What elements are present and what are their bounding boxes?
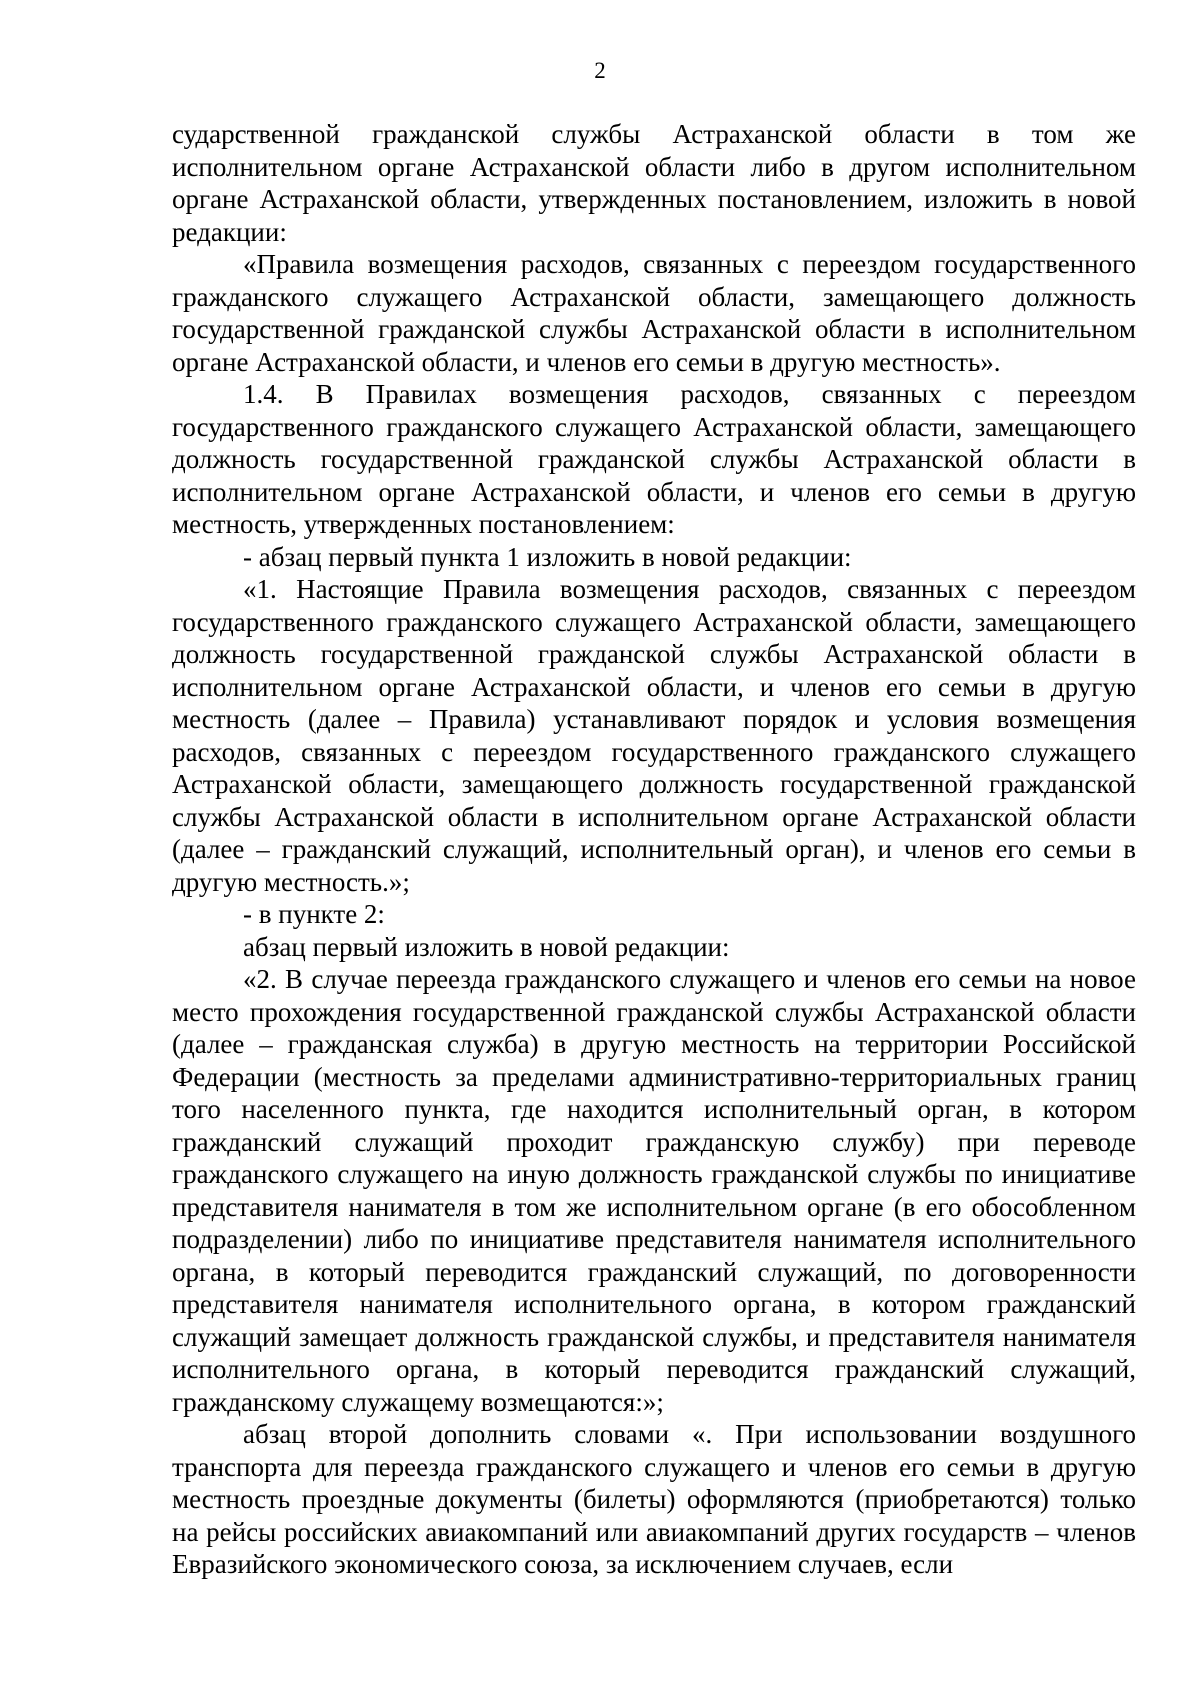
paragraph-point-2-first: абзац первый изложить в новой редакции:	[243, 931, 730, 962]
paragraph-point-1-intro: - абзац первый пункта 1 изложить в новой редакции:	[243, 541, 852, 572]
page-number: 2	[594, 58, 606, 83]
paragraph-point-2-intro: - в пункте 2:	[243, 899, 385, 929]
paragraph-point-1-text: «1. Настоящие Правила возмещения расходов, связанных с переездом государственного гражданского служащего Астраханской области, замещающего должность государственной гражданской службы Астраханской области в исполнительном органе Астраханской области, и членов его семьи в другую местность (далее – Правила) устанавливают порядок и условия возмещения расходов, связанных с переездом государственного гражданского служащего Астраханской области, замещающего должность государственной гражданской службы Астраханской области в исполнительном органе Астраханской области (далее – гражданский служащий, исполнительный орган), и членов его семьи в другую местность.»;	[172, 574, 1136, 897]
paragraph-point-2-second: абзац второй дополнить словами «. При использовании воздушного транспорта для переезда гражданского служащего и членов его семьи в другую местность проездные документы (билеты) оформляются (приобретаются) только на рейсы российских авиакомпаний или авиакомпаний других государств – членов Евразийского экономического союза, за исключением случаев, если	[172, 1419, 1136, 1579]
paragraph-continuation: сударственной гражданской службы Астраханской области в том же исполнительном органе Астраханской области либо в другом исполнительном органе Астраханской области, утвержденных постановлением, изложить в новой редакции:	[172, 119, 1136, 247]
paragraph-item-1-4: 1.4. В Правилах возмещения расходов, связанных с переездом государственного гражданского служащего Астраханской области, замещающего должность государственной гражданской службы Астраханской области в исполнительном органе Астраханской области, и членов его семьи в другую местность, утвержденных постановлением:	[172, 379, 1136, 539]
paragraph-rules-title: «Правила возмещения расходов, связанных с переездом государственного гражданского служащего Астраханской области, замещающего должность государственной гражданской службы Астраханской области в исполнительном органе Астраханской области, и членов его семьи в другую местность».	[172, 249, 1136, 377]
paragraph-point-2-text: «2. В случае переезда гражданского служащего и членов его семьи на новое место прохождения государственной гражданской службы Астраханской области (далее – гражданская служба) в другую местность на территории Российской Федерации (местность за пределами административно-территориальных границ того населенного пункта, где находится исполнительный орган, в котором гражданский служащий проходит гражданскую службу) при переводе гражданского служащего на иную должность гражданской службы по инициативе представителя нанимателя в том же исполнительном органе (в его обособленном подразделении) либо по инициативе представителя нанимателя исполнительного органа, в который переводится гражданский служащий, по договоренности представителя нанимателя исполнительного органа, в котором гражданский служащий замещает должность гражданской службы, и представителя нанимателя исполнительного органа, в который переводится гражданский служащий, гражданскому служащему возмещаются:»;	[172, 964, 1136, 1417]
document-body	[172, 118, 1136, 1581]
